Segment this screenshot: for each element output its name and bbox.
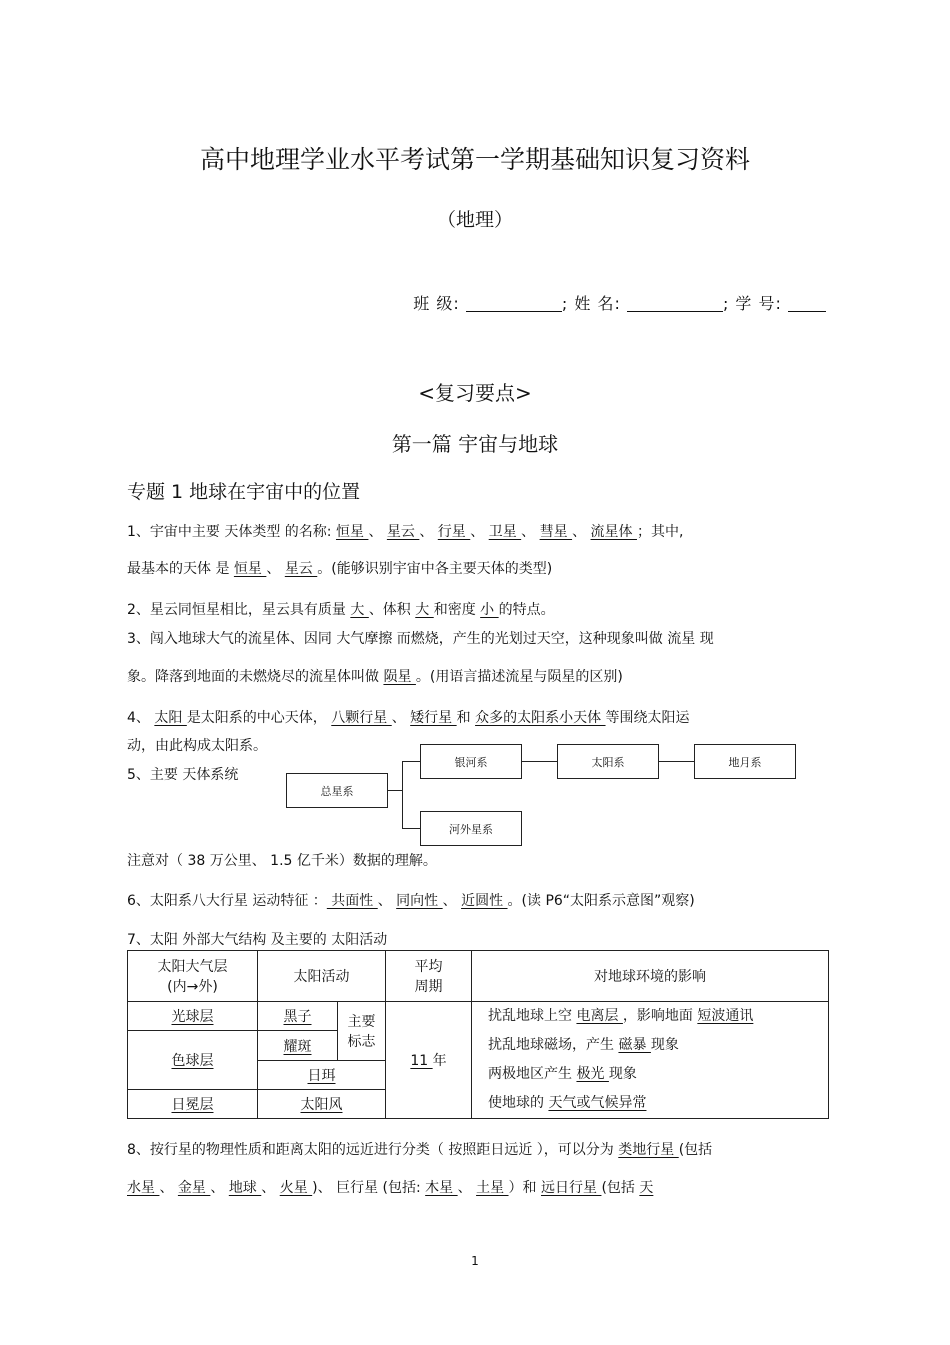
q3-text: 象。降落到地面的未燃烧尽的流星体叫做 [127, 669, 384, 685]
id-blank[interactable] [788, 297, 826, 312]
q3-line2 [127, 666, 623, 686]
answer: 火星 [279, 1180, 313, 1196]
node-solar-system: 太阳系 [557, 744, 659, 779]
answer: 地球 [228, 1180, 262, 1196]
sep: 和密度 [433, 602, 481, 618]
node-total-galaxy: 总星系 [286, 773, 388, 808]
impact-4: 使地球的 天气或气候异常 [488, 1095, 647, 1111]
sep: 、 [377, 893, 397, 909]
layer-photosphere: 光球层 [128, 1002, 258, 1031]
review-heading: <复习要点> [418, 381, 532, 405]
answer: 星云 [386, 524, 420, 540]
answer: 彗星 [539, 524, 573, 540]
node-milky-way: 银河系 [420, 744, 522, 779]
q6-line [127, 890, 695, 910]
answer: 大 [350, 602, 369, 618]
solar-activity-table [127, 950, 829, 1119]
sep: 、体积 [368, 602, 416, 618]
q4-line2: 动，由此构成太阳系。 [127, 738, 267, 754]
header-activity: 太阳活动 [258, 951, 386, 1002]
page-number: 1 [471, 1254, 479, 1268]
answer: 恒星 [233, 561, 267, 577]
part-heading: 第一篇 宇宙与地球 [391, 432, 559, 456]
header-layer: 太阳大气层 (内→外) [128, 951, 258, 1002]
period-cell: 11 年 [386, 1002, 472, 1119]
answer: 陨星 [383, 669, 416, 685]
class-blank[interactable] [466, 297, 562, 312]
answer: 矮行星 [410, 710, 457, 726]
student-info-line [413, 291, 826, 314]
document-subtitle: （地理） [436, 209, 513, 231]
answer: 土星 [476, 1180, 509, 1196]
connector [522, 761, 557, 762]
impact-cell [472, 1002, 829, 1119]
q8-text: 8、按行星的物理性质和距离太阳的远近进行分类（ 按照距日远近 ），可以分为 [127, 1142, 619, 1158]
sep: 、 [368, 524, 387, 540]
answer: 同向性 [396, 893, 443, 909]
q1-tail2: 。(能够识别宇宙中各主要天体的类型) [317, 561, 553, 577]
q8-line1 [127, 1139, 712, 1159]
connector [402, 828, 420, 829]
sep: 、 [442, 893, 462, 909]
connector [402, 761, 403, 828]
q6-tail: 。(读 P6“太阳系示意图”观察) [507, 893, 695, 909]
activity-sunspot: 黑子 [258, 1002, 338, 1031]
connector [659, 761, 694, 762]
id-label: ; 学 号: [722, 294, 782, 313]
sep: 是太阳系的中心天体， [186, 710, 332, 726]
document-title: 高中地理学业水平考试第一学期基础知识复习资料 [199, 145, 750, 174]
layer-chromosphere: 色球层 [128, 1031, 258, 1090]
answer: 小 [480, 602, 499, 618]
impact-3: 两极地区产生 极光 现象 [488, 1066, 637, 1082]
q8-line2 [127, 1177, 653, 1197]
q2-line [127, 599, 555, 619]
sep: 、 [391, 710, 411, 726]
name-blank[interactable] [627, 297, 723, 312]
answer: 水星 [127, 1180, 160, 1196]
answer: 近圆性 [461, 893, 508, 909]
answer: 太阳 [154, 710, 187, 726]
sep: ）和 [508, 1180, 541, 1196]
answer: 星云 [284, 561, 318, 577]
q2-tail: 的特点。 [498, 602, 555, 618]
answer: 金星 [177, 1180, 211, 1196]
q5-label: 5、主要 天体系统 [127, 767, 239, 783]
node-earth-moon: 地月系 [694, 744, 796, 779]
name-label: ; 姓 名: [561, 294, 621, 313]
answer: 卫星 [488, 524, 522, 540]
topic-heading: 专题 1 地球在宇宙中的位置 [127, 481, 361, 503]
q3-tail: 。(用语言描述流星与陨星的区别) [415, 669, 623, 685]
answer: 天 [639, 1180, 654, 1196]
q1-text2: 最基本的天体 是 [127, 561, 234, 577]
sep: 、 [457, 1180, 477, 1196]
table-header-row [128, 951, 829, 1002]
sep: 、 [521, 524, 540, 540]
q1-line1 [127, 521, 683, 541]
q6-text: 6、太阳系八大行星 运动特征 ： [127, 893, 327, 909]
answer: 恒星 [335, 524, 369, 540]
impact-2: 扰乱地球磁场，产生 磁暴 现象 [488, 1037, 679, 1053]
q4-line1 [127, 707, 690, 727]
q4-text: 4、 [127, 710, 155, 726]
sep: 、 [470, 524, 489, 540]
sep: 、 [261, 1180, 280, 1196]
q1-line2 [127, 558, 552, 578]
answer: 木星 [425, 1180, 458, 1196]
sep: )、 巨行星 (包括: [312, 1180, 426, 1196]
answer: 流星体 [590, 524, 637, 540]
q5-note: 注意对（ 38 万公里、 1.5 亿千米）数据的理解。 [127, 853, 437, 869]
answer: 众多的太阳系小天体 [475, 710, 606, 726]
q2-text: 2、星云同恒星相比，星云具有质量 [127, 602, 351, 618]
answer: 类地行星 [618, 1142, 679, 1158]
impact-1: 扰乱地球上空 电离层 ，影响地面 短波通讯 [488, 1008, 754, 1024]
q4-tail: 等围绕太阳运 [605, 710, 690, 726]
q8-tail: (包括 [678, 1142, 713, 1158]
sep: 、 [159, 1180, 178, 1196]
activity-solar-wind: 太阳风 [258, 1090, 386, 1119]
activity-flare: 耀斑 [258, 1031, 338, 1061]
table-row [128, 1002, 829, 1031]
layer-corona: 日冕层 [128, 1090, 258, 1119]
answer: 共面性 [326, 893, 378, 909]
class-label: 班 级: [413, 294, 460, 313]
q1-text: 1、宇宙中主要 天体类型 的名称: [127, 524, 336, 540]
answer: 大 [415, 602, 434, 618]
q1-tail: ；其中, [636, 524, 684, 540]
activity-prominence: 日珥 [258, 1061, 386, 1090]
connector [402, 761, 420, 762]
header-period: 平均 周期 [386, 951, 472, 1002]
sep: 、 [210, 1180, 229, 1196]
header-impact: 对地球环境的影响 [472, 951, 829, 1002]
node-extragalactic: 河外星系 [420, 811, 522, 846]
answer: 行星 [437, 524, 471, 540]
sep: 、 [419, 524, 438, 540]
main-marker: 主要 标志 [338, 1002, 386, 1061]
sep: 和 [456, 710, 476, 726]
answer: 远日行星 [540, 1180, 602, 1196]
sep: 、 [572, 524, 591, 540]
sep: 、 [266, 561, 285, 577]
q3-line1: 3、闯入地球大气的流星体、因同 大气摩擦 而燃烧，产生的光划过天空，这种现象叫做 流星 现 [127, 631, 714, 647]
connector [388, 790, 402, 791]
q7-label: 7、太阳 外部大气结构 及主要的 太阳活动 [127, 932, 388, 948]
answer: 八颗行星 [331, 710, 392, 726]
sep: (包括 [601, 1180, 640, 1196]
